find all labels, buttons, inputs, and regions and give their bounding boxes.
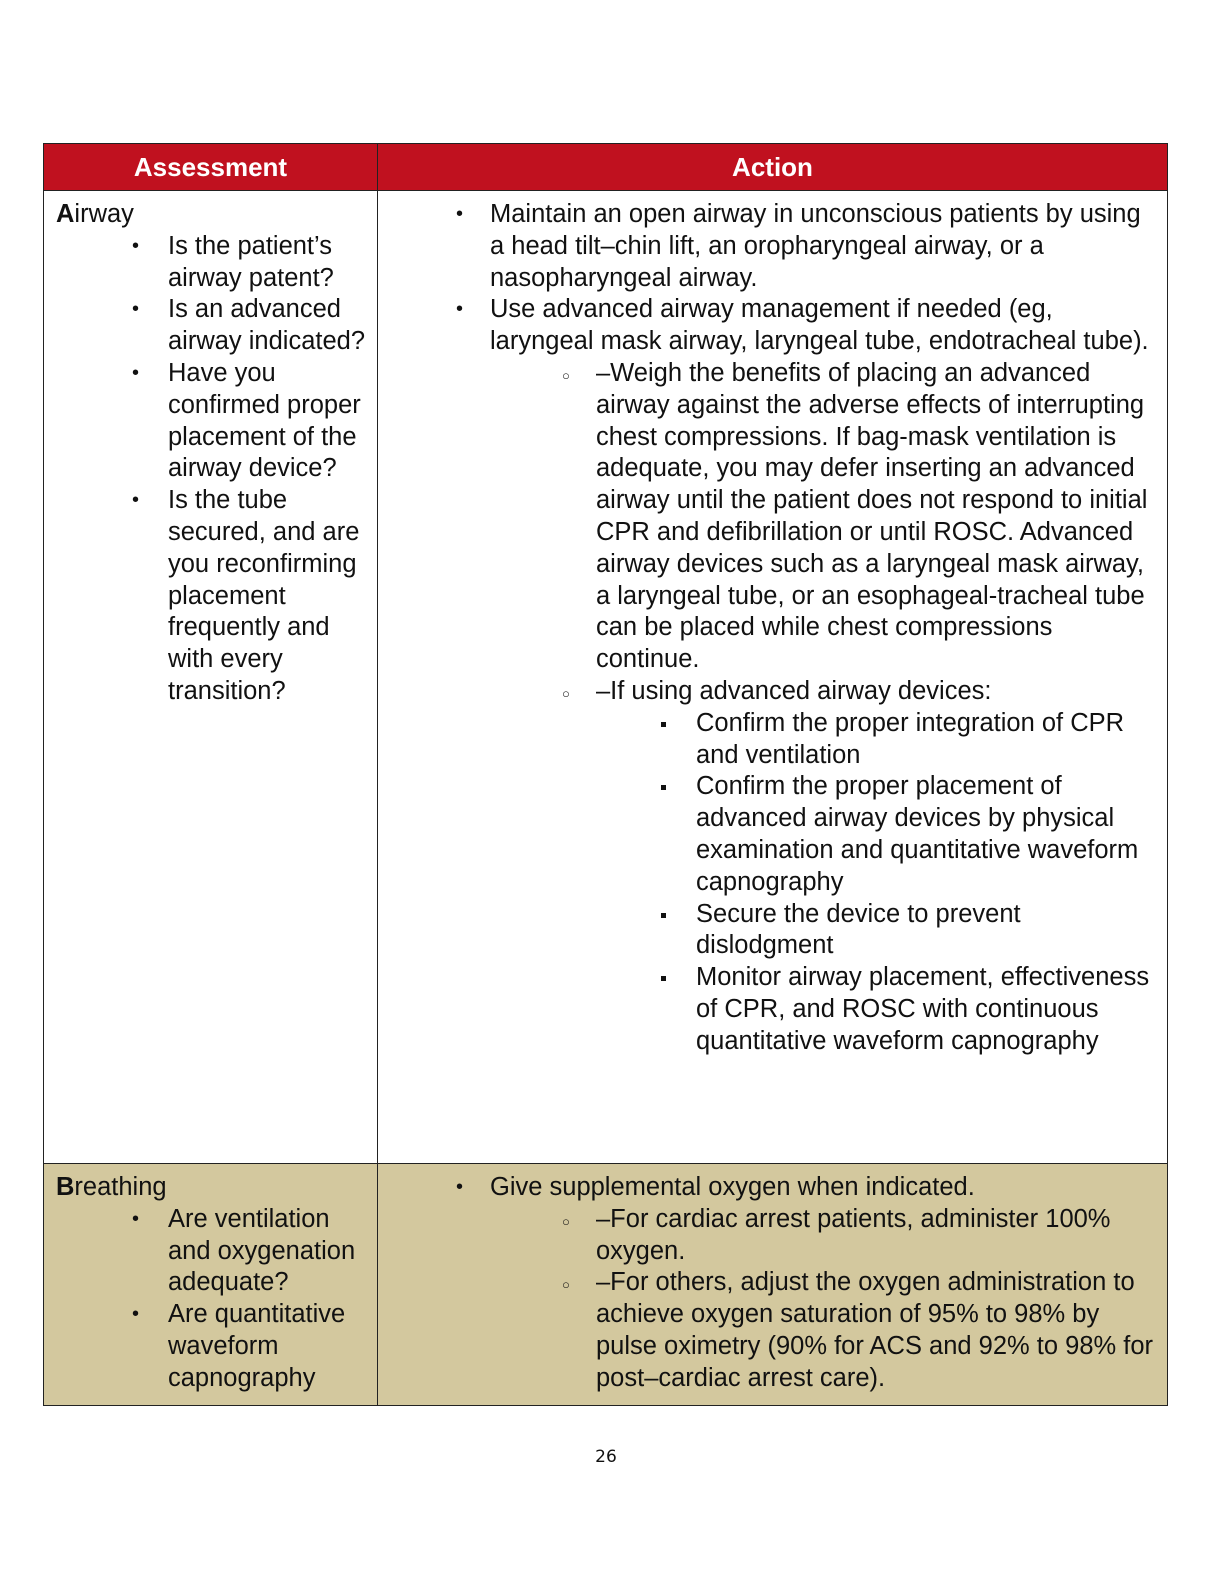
sub-list-item: ○ –Weigh the benefits of placing an advanced airway against the adverse effects of interrupting chest compressions. If bag-mask ventilation is adequate, you may defer inserting an advanced airway until the patient does not respond to initial CPR and defibrillation or until ROSC. Advanced airway devices such as a laryngeal mask airway, a laryngeal tube, or an esophageal-tracheal tube can be placed while chest compressions continue. [596,358,1159,676]
table-row-breathing [44,1164,1168,1406]
airway-action-cell [378,191,1168,1164]
sub-list-item: ○ –For others, adjust the oxygen administration to achieve oxygen saturation of 95% to 98% by pulse oximetry (90% for ACS and 92% to 98% for post–cardiac arrest care). [596,1267,1159,1394]
airway-heading: Airway [56,200,134,228]
table-row-airway [44,191,1168,1164]
assessment-action-table [43,143,1168,1406]
list-item: • Use advanced airway management if needed (eg, laryngeal mask airway, laryngeal tube, endotracheal tube). ○ –Weigh the benefits of placing an advanced airway against the adverse effects of interrupting chest compressions. If bag-mask ventilation is adequate, you may defer inserting an advanced airway until the patient does not respond to initial CPR and defibrillation or until ROSC. Advanced airway devices such as a laryngeal mask airway, a laryngeal tube, or an esophageal-tracheal tube can be placed while chest compressions continue. ○ –If using advanced airway devices: Confirm the proper integration of CPR and ventilation Confirm the proper placement of advanced airway devices by physical examination and quantitative waveform capnography Secure the device to prevent dislodgment Monitor airway placement, effectiveness of CPR, and ROSC with continuous quantitative waveform capnography [490,294,1159,1057]
sub-list-item: ○ –For cardiac arrest patients, administer 100% oxygen. [596,1204,1159,1268]
list-item: • Is an advanced airway indicated? [168,294,369,358]
list-item: • Give supplemental oxygen when indicated. ○ –For cardiac arrest patients, administer 100% oxygen. ○ –For others, adjust the oxygen administration to achieve oxygen saturation of 95% to 98% by pulse oximetry (90% for ACS and 92% to 98% for post–cardiac arrest care). [490,1172,1159,1395]
subsub-list-item: Confirm the proper integration of CPR and ventilation [696,708,1159,772]
breathing-assessment-cell [44,1164,378,1406]
list-item: • Maintain an open airway in unconscious patients by using a head tilt–chin lift, an oropharyngeal airway, or a nasopharyngeal airway. [490,199,1159,294]
breathing-action-cell [378,1164,1168,1406]
page-number: 26 [595,1447,617,1467]
list-item: • Is the patient’s airway patent? [168,231,369,295]
sub-list-item: ○ –If using advanced airway devices: Confirm the proper integration of CPR and ventilation Confirm the proper placement of advanced airway devices by physical examination and quantitative waveform capnography Secure the device to prevent dislodgment Monitor airway placement, effectiveness of CPR, and ROSC with continuous quantitative waveform capnography [596,676,1159,1058]
list-item: • Are quantitative waveform capnography [168,1299,369,1394]
airway-assessment-cell [44,191,378,1164]
list-item: • Have you confirmed proper placement of the airway device? [168,358,369,485]
header-assessment: Assessment [44,144,378,191]
list-item: • Are ventilation and oxygenation adequate? [168,1204,369,1299]
table-header-row [44,144,1168,191]
header-action: Action [378,144,1168,191]
subsub-list-item: Secure the device to prevent dislodgment [696,899,1159,963]
breathing-heading: Breathing [56,1173,167,1201]
list-item: • Is the tube secured, and are you reconfirming placement frequently and with every transition? [168,485,369,708]
subsub-list-item: Monitor airway placement, effectiveness of CPR, and ROSC with continuous quantitative waveform capnography [696,962,1159,1057]
subsub-list-item: Confirm the proper placement of advanced airway devices by physical examination and quantitative waveform capnography [696,771,1159,898]
